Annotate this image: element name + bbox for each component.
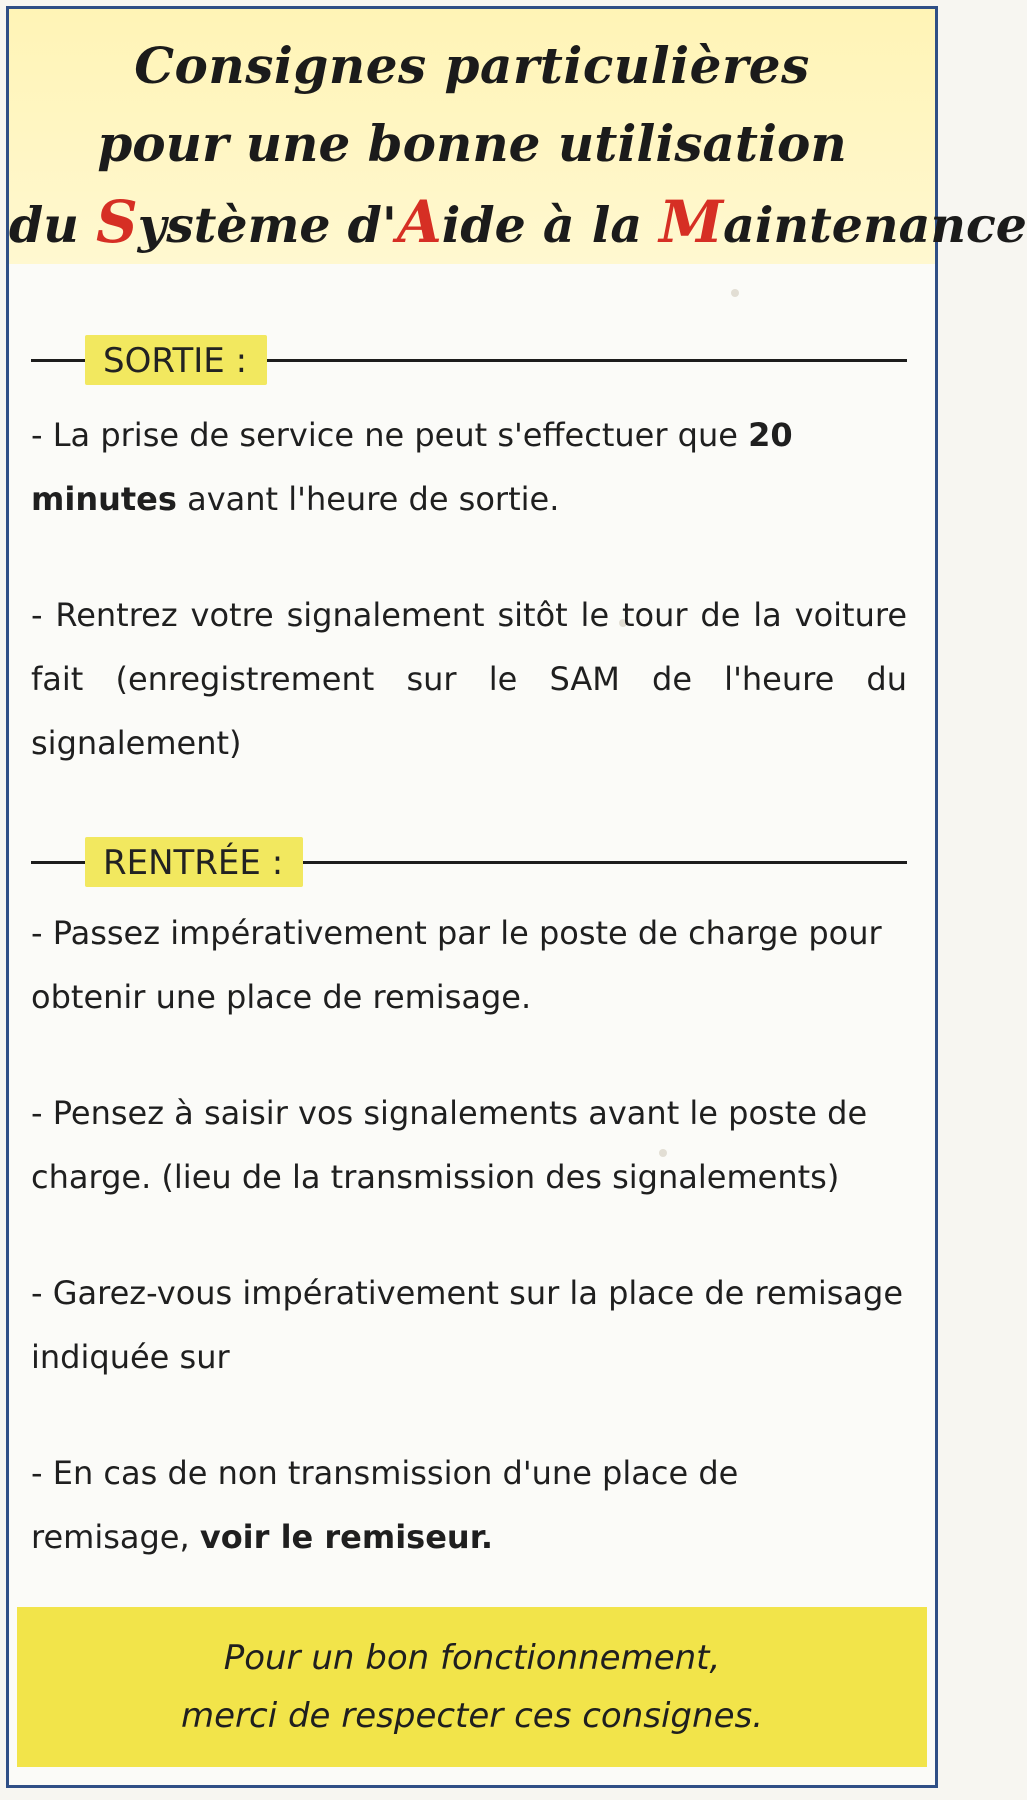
footer-line-2: merci de respecter ces consignes.: [180, 1696, 764, 1736]
sortie-item-1-bold: 20 minutes: [31, 416, 793, 518]
title-banner: [9, 9, 1027, 264]
sortie-item-1: [31, 403, 907, 531]
title-word-aintenance: aintenance: [723, 196, 1027, 254]
section-label-rentree: RENTRÉE :: [85, 837, 303, 887]
section-rentree: [31, 829, 907, 1569]
sortie-item-1-tail: avant l'heure de sortie.: [176, 480, 560, 518]
rentree-item-4-text: - En cas de non transmission d'une place de remisage,: [31, 1454, 739, 1556]
rentree-item-3: - Garez-vous impérativement sur la place de remisage indiquée sur: [31, 1274, 904, 1376]
section-sortie: [31, 327, 907, 775]
title-accent-a: A: [396, 188, 442, 256]
title-line-3-prefix: du: [9, 196, 96, 254]
rentree-item-4-bold: voir le remiseur.: [199, 1518, 494, 1556]
sortie-item-2: - Rentrez votre signalement sitôt le tour de la voiture fait (enregistrement sur le SAM de l'heure du signalement): [31, 596, 907, 762]
section-header-sortie: [31, 327, 907, 391]
title-line-1: Consignes particulières: [134, 36, 810, 95]
title-accent-s: S: [95, 188, 138, 256]
sortie-item-1-text: - La prise de service ne peut s'effectuer que: [31, 416, 749, 454]
rentree-item-1: - Passez impérativement par le poste de charge pour obtenir une place de remisage.: [31, 914, 882, 1016]
title-accent-m: M: [659, 188, 724, 256]
title-line-3: [9, 183, 1027, 264]
title-word-ysteme: ystème d': [137, 196, 397, 254]
section-header-rentree: [31, 829, 907, 893]
title-word-ide: ide à la: [441, 196, 660, 254]
rentree-item-4: [31, 1441, 907, 1569]
footer-banner: [17, 1607, 927, 1767]
rentree-item-2: - Pensez à saisir vos signalements avant le poste de charge. (lieu de la transmission des signalements): [31, 1094, 868, 1196]
instruction-card: [6, 6, 1027, 1788]
section-label-sortie: SORTIE :: [85, 335, 267, 385]
paper-speck: [731, 289, 739, 297]
footer-line-1: Pour un bon fonctionnement,: [223, 1638, 721, 1678]
title-line-2: pour une bonne utilisation: [97, 114, 847, 173]
